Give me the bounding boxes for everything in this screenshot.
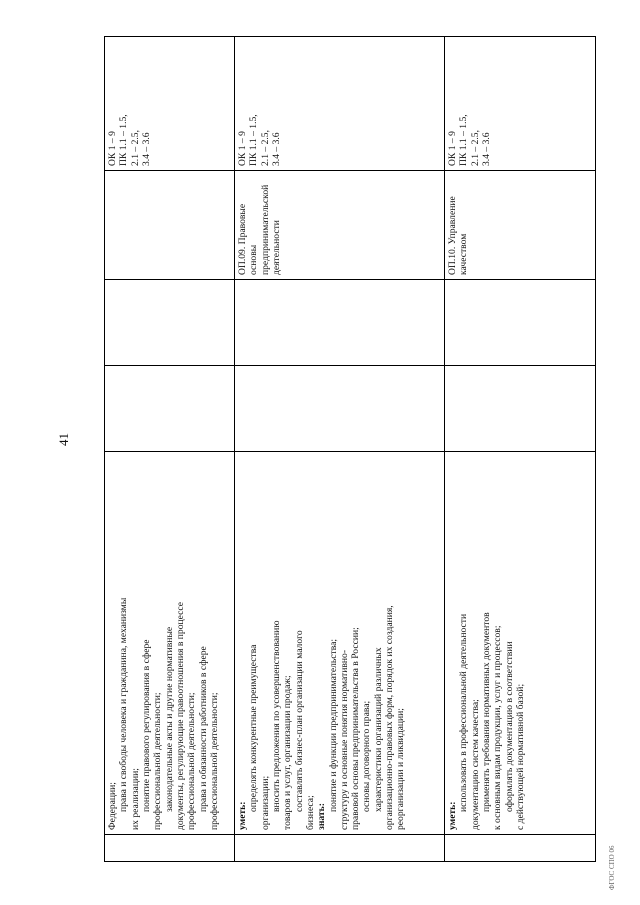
- curriculum-table-wrapper: [104, 37, 580, 862]
- hours-cell: [105, 366, 235, 452]
- content-line: профессиональной деятельности;: [152, 692, 164, 830]
- table-body: [105, 37, 596, 862]
- content-line: организации;: [259, 775, 271, 830]
- hours-cell: [235, 280, 445, 366]
- content-line: уметь:: [237, 801, 248, 830]
- content-line: Федерации;: [107, 782, 118, 830]
- discipline-cell: [445, 171, 596, 280]
- content-line: применять требования нормативных документов: [480, 612, 492, 812]
- hours-cell: [235, 366, 445, 452]
- content-line: бизнеса;: [304, 795, 316, 830]
- content-line: знать:: [316, 803, 328, 830]
- competency-code: 2.1 – 2.5,: [129, 130, 141, 166]
- content-line: товаров и услуг, организации продаж;: [282, 675, 294, 830]
- discipline-label: ОП.09. Правовые основы предпринимательской деятельности: [237, 184, 282, 275]
- discipline-cell: [105, 171, 235, 280]
- content-line: реорганизации и ликвидации;: [395, 708, 407, 830]
- curriculum-table: [104, 36, 596, 862]
- content-line: права и свободы человека и гражданина, механизмы: [118, 597, 130, 812]
- competency-code: 2.1 – 2.5,: [259, 130, 271, 166]
- content-line: понятие правового регулирования в сфере: [140, 639, 152, 812]
- content-line: основы договорного права;: [361, 700, 373, 812]
- hours-cell: [445, 280, 596, 366]
- content-line: документы, регулирующие правоотношения в процессе: [174, 601, 186, 830]
- content-line: профессиональной деятельности;: [208, 692, 220, 830]
- competency-code: ПК 1.1 – 1.5,: [248, 114, 260, 166]
- content-line: определять конкурентные преимущества: [248, 644, 260, 812]
- content-line: составлять бизнес-план организации малого: [293, 630, 305, 812]
- content-line: документацию систем качества;: [469, 699, 481, 830]
- content-line: использовать в профессиональной деятельности: [458, 613, 470, 812]
- competency-code: 3.4 – 3.6: [270, 132, 282, 166]
- competency-code: 2.1 – 2.5,: [469, 130, 481, 166]
- content-line: организационно-правовых форм, порядок их создания,: [384, 605, 396, 830]
- competencies-cell: [105, 37, 235, 171]
- content-line: с действующей нормативной базой;: [514, 683, 526, 830]
- competency-code: ОК 1 – 9: [107, 131, 118, 166]
- content-cell: [445, 452, 596, 835]
- discipline-cell: [235, 171, 445, 280]
- index-cell: [105, 835, 235, 862]
- index-cell: [445, 835, 596, 862]
- competency-code: 3.4 – 3.6: [140, 132, 152, 166]
- competencies-cell: [445, 37, 596, 171]
- footer-code: ФГОС СПО 06: [608, 845, 616, 890]
- competencies-cell: [235, 37, 445, 171]
- content-cell: [105, 452, 235, 835]
- content-line: оформлять документацию в соответствии: [503, 641, 515, 812]
- competency-code: ОК 1 – 9: [447, 131, 458, 166]
- content-line: профессиональной деятельности;: [186, 692, 198, 830]
- hours-cell: [105, 280, 235, 366]
- competency-code: ПК 1.1 – 1.5,: [458, 114, 470, 166]
- table-row: [445, 37, 596, 862]
- competency-code: ПК 1.1 – 1.5,: [118, 114, 130, 166]
- competency-code: ОК 1 – 9: [237, 131, 248, 166]
- content-line: правовой основы предпринимательства в России;: [350, 627, 362, 830]
- table-row: [235, 37, 445, 862]
- page-number: 41: [56, 433, 71, 446]
- hours-cell: [445, 366, 596, 452]
- index-cell: [235, 835, 445, 862]
- content-line: к основным видам продукции, услуг и процессов;: [492, 625, 504, 830]
- content-line: понятие и функции предпринимательства;: [327, 638, 339, 812]
- content-line: вносить предложения по усовершенствованию: [270, 620, 282, 812]
- content-line: характеристики организаций различных: [372, 647, 384, 812]
- content-cell: [235, 452, 445, 835]
- content-line: их реализации;: [129, 768, 141, 830]
- competency-code: 3.4 – 3.6: [480, 132, 492, 166]
- discipline-label: ОП.10. Управление качеством: [447, 196, 470, 275]
- content-line: структуру и основные понятия нормативно-: [338, 649, 350, 830]
- table-row: [105, 37, 235, 862]
- content-line: законодательные акты и другие нормативные: [163, 626, 175, 812]
- content-line: уметь:: [447, 801, 458, 830]
- content-line: права и обязанности работников в сфере: [197, 646, 209, 812]
